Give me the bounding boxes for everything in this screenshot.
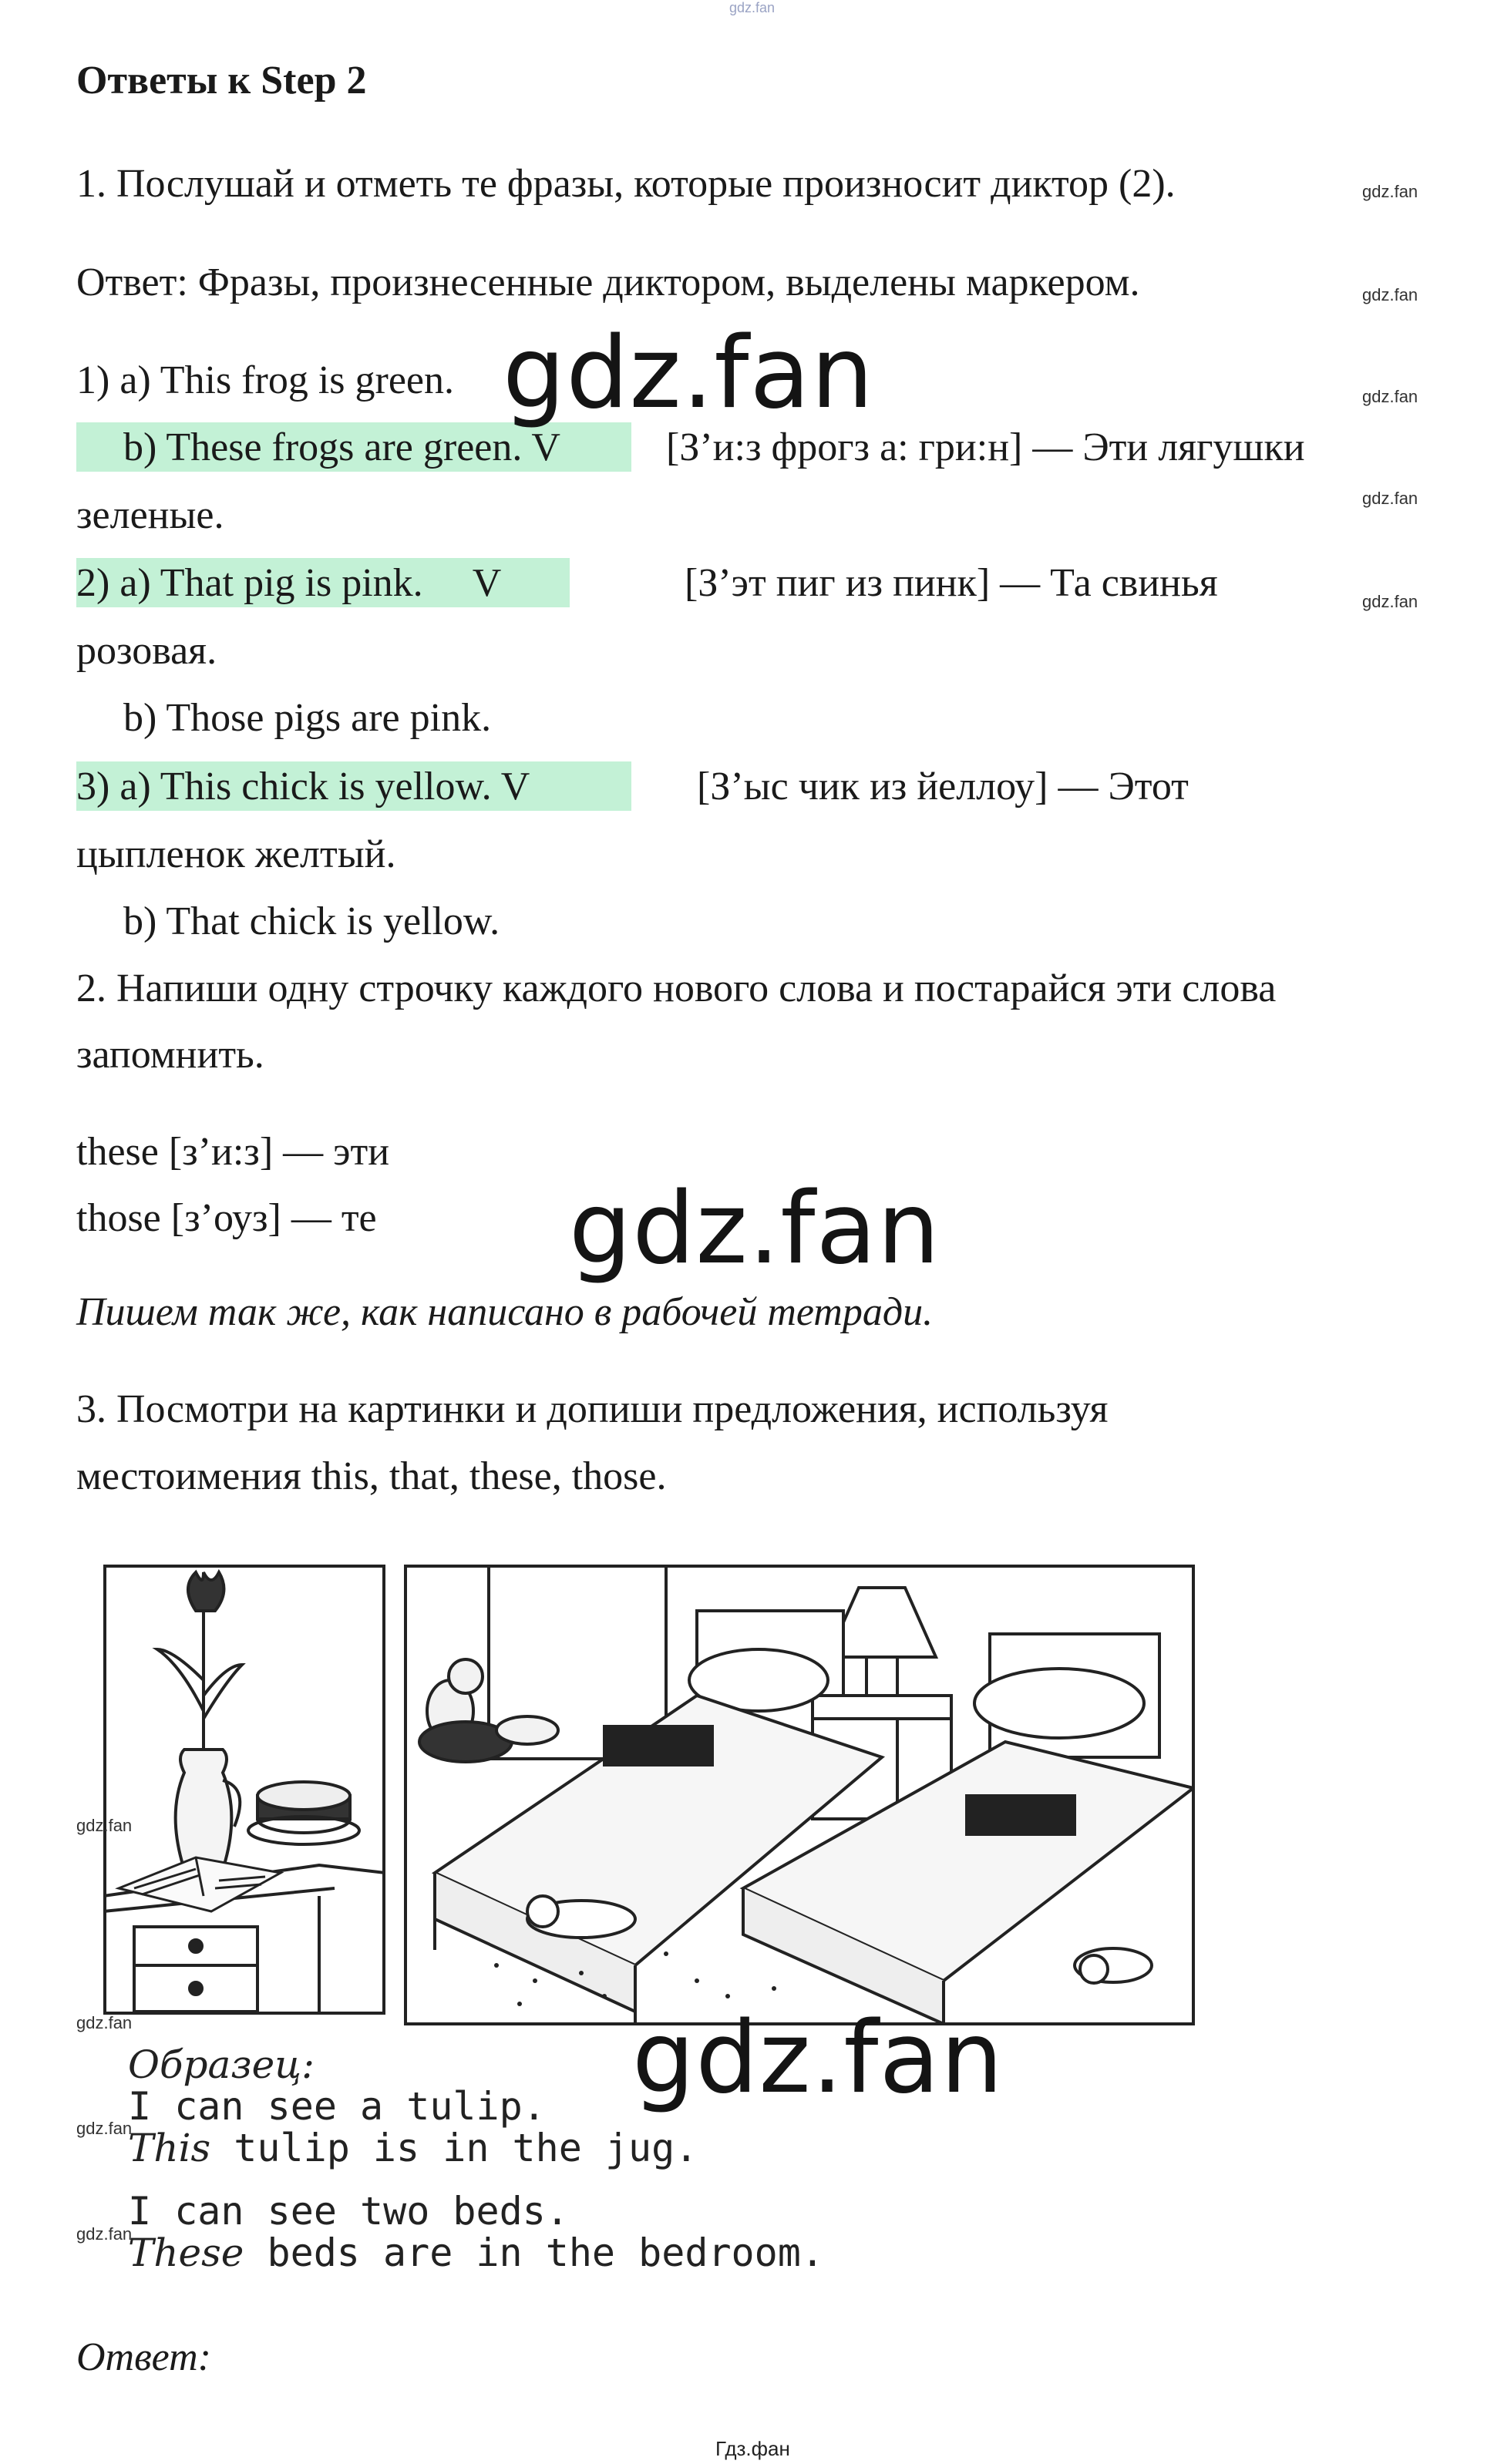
task2-question-line1: 2. Напиши одну строчку каждого нового слова и постарайся эти слова [76,966,1277,1010]
side-watermark: gdz.fan [76,2224,133,2244]
task1-answer-intro: Ответ: Фразы, произнесенные диктором, выделены маркером. [76,261,1140,304]
sample-line-4 [128,2230,824,2275]
sample-line-3 [128,2189,569,2234]
task1-line-1b: b) These frogs are green. V [123,425,560,469]
task2-word-those: those [з’оуз] — те [76,1196,377,1240]
sample-line-1 [128,2084,546,2129]
sample-line-2-prefix: This [128,2126,211,2170]
big-watermark: gdz.fan [569,1171,940,1286]
side-watermark: gdz.fan [76,2119,133,2138]
task1-line-1a: 1) a) This frog is green. [76,358,455,402]
task1-line-1b-transcription: [З’и:з фрогз а: гри:н] — Эти лягушки [666,425,1305,469]
task1-line-2a: 2) a) That pig is pink. V [76,561,502,605]
side-watermark: gdz.fan [1362,285,1418,304]
task1-line-3a-cont: цыпленок желтый. [76,832,396,876]
big-watermark: gdz.fan [632,2001,1004,2116]
task2-note: Пишем так же, как написано в рабочей тетради. [76,1290,934,1334]
task1-line-2a-cont: розовая. [76,629,217,673]
task1-question: 1. Послушай и отметь те фразы, которые произносит диктор (2). [76,162,1176,206]
sample-line-4-text: beds are in the bedroom. [244,2230,824,2275]
sample-line-3-text: I can see two beds. [128,2189,569,2234]
sample-line-1-text: I can see a tulip. [128,2084,546,2129]
task3-question-line1: 3. Посмотри на картинки и допиши предложения, используя [76,1387,1109,1431]
side-watermark: gdz.fan [1362,489,1418,508]
side-watermark: gdz.fan [1362,592,1418,611]
task1-line-3a-transcription: [З’ыс чик из йеллоу] — Этот [697,765,1189,808]
task2-word-these: these [з’и:з] — эти [76,1130,390,1174]
task3-question-line2: местоимения this, that, these, those. [76,1454,667,1498]
footer-watermark: Гдз.фан [715,2437,790,2460]
sample-line-2 [128,2126,698,2170]
task1-line-3b: b) That chick is yellow. [123,899,500,943]
task2-question-line2: запомнить. [76,1033,264,1077]
answer-label: Ответ: [76,2335,211,2379]
side-watermark: gdz.fan [1362,182,1418,201]
side-watermark: gdz.fan [1362,387,1418,406]
task1-line-2b: b) Those pigs are pink. [123,696,492,740]
sample-label: Образец: [128,2042,315,2087]
sample-line-4-prefix: These [128,2230,244,2275]
top-watermark: gdz.fan [729,0,776,15]
illustration-bedroom-panel [404,1565,1195,2025]
side-watermark: gdz.fan [76,2013,133,2032]
sample-line-2-text: tulip is in the jug. [210,2126,698,2170]
task1-line-3a: 3) a) This chick is yellow. V [76,765,530,808]
big-watermark: gdz.fan [503,316,874,431]
side-watermark: gdz.fan [76,1816,133,1835]
task1-line-2a-transcription: [З’эт пиг из пинк] — Та свинья [685,561,1218,605]
illustration-table-panel [103,1565,385,2015]
page-title: Ответы к Step 2 [76,59,367,103]
task1-line-1b-cont: зеленые. [76,493,224,537]
